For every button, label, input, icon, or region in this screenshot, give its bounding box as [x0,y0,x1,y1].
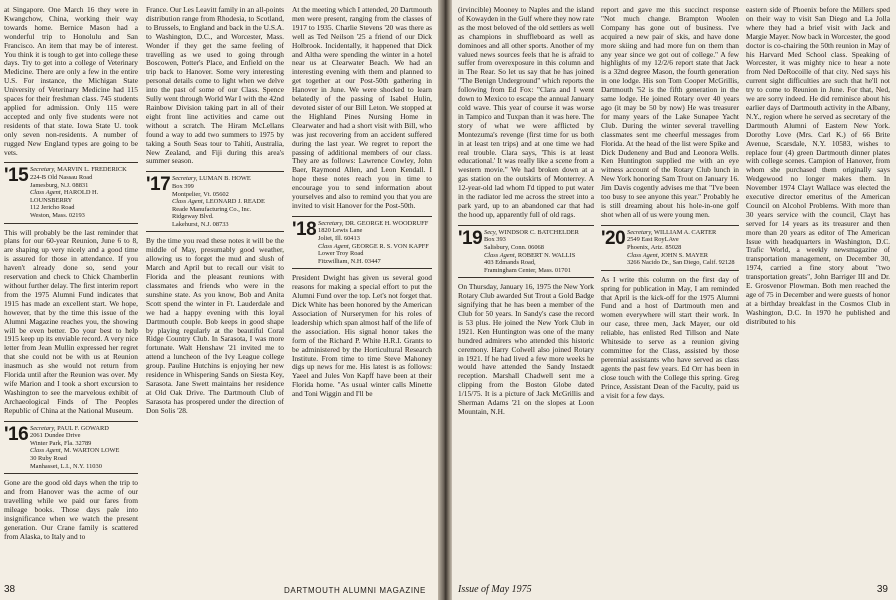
agent-city: Lakehurst, N.J. 08733 [172,220,229,228]
agent-address: 112 Jericho Road [30,204,75,212]
class-heading-1919 [458,225,594,279]
secretary-name: PAUL F. GOWARD [57,424,109,432]
secretary-label: Secretary, [318,219,344,227]
secretary-city: Montpelier, Vt. 05602 [172,190,229,198]
body-text: France. Our Les Leavitt family in an all-points distribution range from Rhodesia, to Scotland, to Brussels, to England and back in the U.S.A. to Washington, D.C., and Worcester, Mass. Wonder if they get the same feeling of travelling as we used to going through Boscowen, Potter's Place, and Enfield on the trip back to Hanover. Some very interesting personal details come to light when we delve into the past of some of our Class. Spence Sully went through World War I with the 42nd Rainbow Division taking part in all of their eight front line activities and came out without a scratch. The Hiram McLellans found a way to add two summers to 1975 by taking a South Seas tour to Tahiti, Australia, New Zealand, and Fiji during this area's summer season. [146,6,284,166]
secretary-name: MARVIN L. FREDERICK [57,166,127,174]
secretary-address: 224-B Old Nassau Road [30,174,93,181]
right-column-3 [746,6,890,572]
class-year: '15 [4,165,29,187]
agent-name: LEONARD J. READE [205,198,265,206]
body-text: On Thursday, January 16, 1975 the New York Rotary Club awarded Sut Trout a Gold Badge signifying that he has been a member of the Club for 50 years. In Sandy's case the record is 53 plus. He joined the New York Club in 1921. Ken Huntington was one of the many hundred admirers who attended this historic ceremony. Harry Colwell also joined Rotary in 1921. If he had lived a few more weeks he would have attended the Sandy Instaedt reception. Marshall Chadwell sent me a clipping from the Boston Globe dated 1/15/75. It is a picture of Jack McGrillis and Sherman Adams '21 on the slopes at Loon Mountain, N.H. [458,282,594,416]
class-heading-1915 [4,162,138,223]
secretary-city: Jamesburg, N.J. 08831 [30,181,89,189]
class-heading-1916 [4,421,138,475]
agent-city: Weston, Mass. 02193 [30,211,85,219]
agent-city: Fitzwilliam, N.H. 03447 [318,257,381,265]
class-officers [30,166,138,219]
agent-name: JOHN S. MAYER [660,251,708,259]
agent-name: GEORGE R. S. VON KAPFF [351,242,429,250]
agent-name: ROBERT N. WALLIS [517,251,576,259]
agent-label: Class Agent, [30,447,63,455]
body-text: (irvincible) Mooney to Naples and the island of Kowayden in the Gulf where they now rate as the most beloved of the old settlers as well as champions in shuffleboard as well as dominoes and all other sports. Another of my valued news sources feels that he is afraid to suffer from overexposure in this column and in The Rear. So let us say that he has joined "The Benign Underground" which reports the following from Ed Fox: "Clara and I went down to Mexico to escape the annual January cold wave. This year of course it was worse in Tampico and Tuxpan than it was here. The story of what we were afflicted by Montezuma's revenge (first time for us both in at least ten trips) and at one time we had real trouble. Clara says, 'This is at least educational.' It was really like a scene from a western movie." We had broken down at a gas station on the outskirts of Monterrey. A 12-year-old lad whom I'd tipped to put water in the radiator led me across the street into a park yard, up to an abandoned car that had the hood up, apparently full of old rags. [458,6,594,219]
class-officers [172,175,265,228]
body-text: President Dwight has given us several good reasons for making a special effort to put the Alumni Fund over the top. Let's not forget that. Dick White has been honored by the American Association of Nurserymen for his roles of leadership which span almost half of the life of the association. His signal honor takes the form of the Richard P. White H.R.I. Grants to be administered by the Horticultural Research Institute. From time to time Steve Mahoney digs up news for me. His latest is as follows: Yaeel and Jules Von Kapff have been at their Florida home. "As usual winter calls Minette and Toni Wiggin and I'll be [292,273,432,399]
secretary-city: Joliet, Ill. 60413 [318,235,360,243]
class-heading-1918 [292,216,432,270]
class-year: '19 [458,227,483,249]
right-column-1 [458,6,594,572]
agent-label: Class Agent, [318,242,351,250]
body-text: eastern side of Phoenix before the Millers sped on their way to visit San Diego and La Jolla where they had a brief visit with Jack and Margie Mayer. Now back in Worcester, the good doctor is co-chairing the 50th reunion in May of his Harvard Med School class. Speaking of Worcester, it was mighty nice to hear a note from Ned DeRocoille of that city. Ned says his current sight difficulties are such that he'll not try to come to Reunion in June. For that, Ned, we are sorry indeed. He did reminisce about his earlier days of Dartmouth activity in the Albany, N.Y., region where he served as secretary of the Dartmouth Alumni of Eastern New York. Dorothy Love (Mrs. Carl K.) of 66 Brite Avenue, Scarsdale, N.Y. 10583, wishes to replace four (4) green Dartmouth dinner plates with college scenes. Campion of Hanover, from whom she purchased them originally says Wedgewood no longer makes them. In November 1974 Clayt Wallace was elected the executive director emeritus of the American Council on Alcohol Problems. With more than 30 years service with the council, Clayt has served for 14 years as its treasurer and then more than 20 years as editor of The American Issue with headquarters in Washington, D.C. Trafic World, a weekly newsmagazine of transportation management, on December 30, 1974, carried a fine story about "two transportation greats", John Barriger III and Dr. E. Grosvenor Plowman. Both men reached the age of 75 in December and were guests of honor at a birthday breakfast in the Cosmos Club in Washington, D.C. In 1970 he published and distributed to his [746,6,890,326]
page-number-left: 38 [4,584,16,595]
secretary-label: Secretary, [30,424,56,432]
secretary-label: Secretary, [30,166,56,174]
secretary-address: 1820 Lewis Lane [318,227,363,235]
class-officers [30,425,119,471]
body-text: By the time you read these notes it will be the middle of May, presumably good weather, allowing us to forget the mud and slush of March and April but to recall our visit to Florida and the pleasant reunions with classmates and friends who were in the sunshine state. As you know, Bob and Anita Scott spend the winter in Ft. Lauderdale and we had a happy evening with this loyal Dartmouth couple. Bob keeps in good shape by playing regularly at the beautiful Coral Ridge Country Club. In Sarasota, I was more fortunate. Walt Henshaw '21 invited me to attend a luncheon of the Ivy League college group. Pauline Hutchins is enjoying her new residence in Whispering Sands on Siesta Key, Sarasota. Jane Swett maintains her residence at Old Oak Drive. The Dartmouth Club of Sarasota has prospered under the direction of Don Solis '28. [146,236,284,415]
agent-address: Lower Troy Road [318,250,364,258]
agent-name: M. WARTON LOWE [63,447,120,455]
secretary-address: Box 399 [172,182,194,190]
agent-address: 3266 Nacido Dr., San Diego, Calif. 92128 [627,259,735,267]
class-year: '18 [292,218,317,240]
page-gutter [438,0,452,600]
secretary-name: LUMAN B. HOWE [199,175,251,183]
agent-address: 30 Ruby Road [30,454,67,462]
body-text: Gone are the good old days when the trip to and from Hanover was the acme of our travelling while we paid our fares from mileage books. Those days pale into insignificance when we watch the present generation. Our Crane family is scattered from Alaska, to Italy and to [4,478,138,541]
secretary-label: Secretary, [627,228,653,236]
left-page [0,0,438,600]
class-officers [318,220,429,266]
class-year: '16 [4,423,29,445]
agent-label: Class Agent, [172,198,205,206]
agent-label: Class Agent, [30,189,63,197]
agent-name: HAROLD H. LOUNSBERRY [30,189,99,204]
body-text: This will probably be the last reminder that plans for our 60-year Reunion, June 6 to 8, are shaping up very nicely and a good time is assured for those in attendance. If you haven't already done so, send your reservation and check to Chick Chamberlin without further delay. The first interim report from the 1975 Alumni Fund indicates that 1915 has made an excellent start. We hope, however, that by the time this issue of the Alumni Magazine reaches you, the showing will be even better. Do your best to help 1915 keep up its enviable record. A very nice letter from Jean Mullin expressed her regret that she could not be with us at Reunion inasmuch as she would not return from Florida until after the Reunion was over. My wife Marion and I took a short excursion to Washington to see the marvelous exhibit of Archaeological Finds of The Peoples Republic of China at the National Museum. [4,227,138,415]
body-text: at Singapore. One March 16 they were in Kwangchow, China, working their way towards home. Bernice Mason had a wonderful trip to Honolulu and San Francisco. An item that may be of interest. You think it is tough to get into college these days. Try to get into a college of Veterinary Medicine. There are only a few in the entire U.S. For instance, the Michigan State University of Veterinary Medicine had 115 spaces for their freshman class. 745 students applied for admission. Only 115 were accepted and only five students were not residents of that state. Iowa State U. took only seven non-residents. A number of rugged New England types are going to be vets. [4,6,138,157]
secretary-city: Salisbury, Conn. 06068 [484,243,544,251]
agent-company: Reade Manufacturing Co., Inc. [172,205,252,213]
secretary-city: Winter Park, Fla. 32789 [30,439,92,447]
class-year: '20 [601,227,626,249]
secretary-name: WILLIAM A. CARTER [653,228,717,236]
agent-city: Manhasset, L.I., N.Y. 11030 [30,462,102,470]
right-page [452,0,896,600]
secretary-label: Secretary, [172,175,198,183]
right-column-2 [601,6,739,572]
class-officers [627,229,735,267]
agent-city: Framingham Center, Mass. 01701 [484,266,571,274]
secretary-name: WINDSOR C. BATCHELDER [498,228,579,236]
body-text: At the meeting which I attended, 20 Dartmouth men were present, ranging from the classes of 1917 to 1935. Charlie Stevens '20 was there as well as Ted Neilson '25 a friend of our Dick Holbrook. Incidentally, it happened that Dick and Altha were spending the winter in a hotel near us at Clearwater Beach. We had an interesting evening with them and planned to get together at our Post-50th gathering in Hanover in June. We were shocked to learn belatedly of the passing of Isabel Hulin, devoted sister of our Bill Leton. We stopped at the Highland Pines Nursing Home in Clearwater and had a short visit with Bill, who was just recovering from an accident suffered during the last year. We regret to report the passing of additional members of our class. They are as follows: Lawrence Cowley, John Baer, Raymond Allen, and Leon Kendall. I hope these notes reach you in time to encourage you to send information about yourselves and also to remind you that you are invited to visit Hanover for the Post-50th. [292,6,432,210]
secretary-city: Phoenix, Ariz. 85028 [627,243,682,251]
issue-line: Issue of May 1975 [458,584,532,595]
class-heading-1920 [601,225,739,271]
left-column-3 [292,6,432,572]
secretary-address: 2549 East RoyLAve [627,236,679,244]
left-column-1 [4,6,138,572]
secretary-label: Secy, [484,228,497,236]
page-number-right: 39 [876,584,888,595]
left-column-2 [146,6,284,572]
agent-address: 403 Edmands Road, [484,259,536,267]
secretary-name: DR. GEORGE H. WOODRUFF [345,219,429,227]
running-footer: DARTMOUTH ALUMNI MAGAZINE [284,586,426,595]
body-text: report and gave me this succinct response "Not much change. Brampton Woolen Company has gone out of business. I've acquired a new pair of skis, and have done more skiing and had more fun on them than any year since we got out of college." A few highlights of my 12/2/6 report state that Jack is a 32nd degree Mason, the fourth generation in one lodge. His son Tom Cooper McGrillis, Dartmouth '52 is the fifth generation in the same lodge. He joined Rotary over 40 years ago (it may be 50 by now) He was treasurer for many years of the Lake Sunapee Yacht Club. During the winter several travelling classmates sent me cheerful messages from Florida. At the head of the list were Spike and Dick Dudeneny and Bud and Leonora Wells. Ken Huntington supplied me with an eye witness account of the Rotary Club lunch in New York honoring Sam Trout on January 16. Jim Davis cogently advises me that "I've been too busy to see anyone this year." Probably he is still dreaming about his hole-in-one golf shot when all of us were young men. [601,6,739,219]
body-text: As I write this column on the first day of spring for publication in May, I am reminded that April is the kick-off for the 1975 Alumni Fund and a host of Dartmouth men and women everywhere will start their work. In our case, three men, Jack Mayer, our old reliable, has enlisted Red Tillson and Nate Whiteside to serve as a reunion giving committee for the Class, assisted by those perennial assistants who have served as class agents the past few years. Ed Orr has been in close touch with the College this spring. Greg Prince, Assistant Dean of the Faculty, paid us a visit for a few days. [601,274,739,400]
agent-address: Ridgeway Blvd. [172,213,214,221]
agent-label: Class Agent, [484,251,517,259]
secretary-address: Box 393 [484,236,506,244]
agent-label: Class Agent, [627,251,660,259]
secretary-address: 2061 Dundee Drive [30,432,81,440]
class-officers [484,229,579,275]
class-heading-1917 [146,171,284,232]
class-year: '17 [146,174,171,196]
